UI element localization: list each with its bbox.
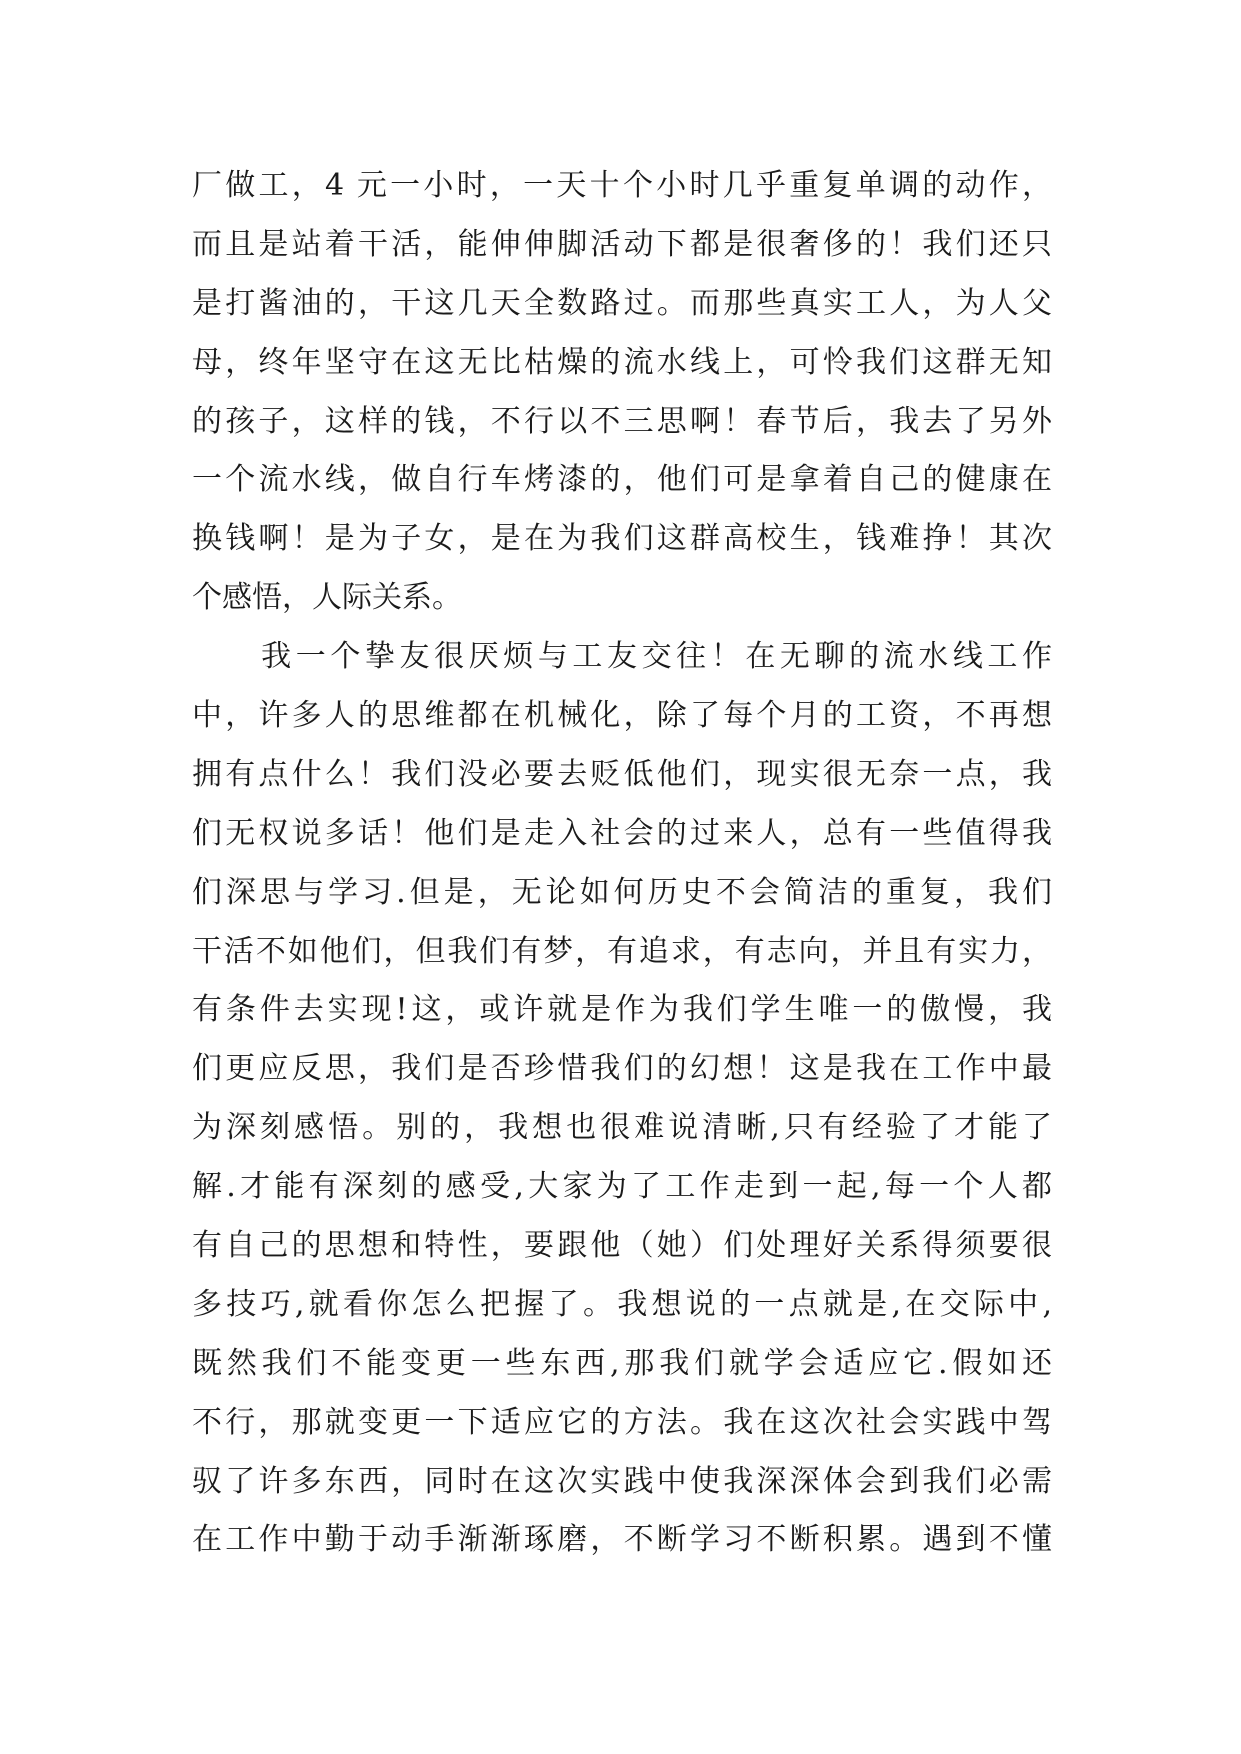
text-line: 们更应反思，我们是否珍惜我们的幻想！这是我在工作中最 bbox=[192, 1051, 1052, 1087]
text-line: 是打酱油的，干这几天全数路过。而那些真实工人，为人父 bbox=[192, 285, 1052, 321]
text-line: 解.才能有深刻的感受,大家为了工作走到一起,每一个人都 bbox=[192, 1169, 1052, 1205]
paragraph-start-line: 我一个挚友很厌烦与工友交往！在无聊的流水线工作 bbox=[192, 639, 1052, 675]
text-line: 多技巧,就看你怎么把握了。我想说的一点就是,在交际中, bbox=[192, 1286, 1052, 1322]
text-line: 一个流水线，做自行车烤漆的，他们可是拿着自己的健康在 bbox=[192, 462, 1052, 498]
text-line: 干活不如他们，但我们有梦，有追求，有志向，并且有实力， bbox=[192, 933, 1052, 969]
text-line: 不行，那就变更一下适应它的方法。我在这次社会实践中驾 bbox=[192, 1404, 1052, 1440]
text-line: 而且是站着干活，能伸伸脚活动下都是很奢侈的！我们还只 bbox=[192, 226, 1052, 262]
text-line: 个感悟，人际关系。 bbox=[192, 580, 462, 616]
text-line: 们深思与学习.但是，无论如何历史不会简洁的重复，我们 bbox=[192, 874, 1052, 910]
text-line: 们无权说多话！他们是走入社会的过来人，总有一些值得我 bbox=[192, 815, 1052, 851]
text-line: 在工作中勤于动手渐渐琢磨，不断学习不断积累。遇到不懂 bbox=[192, 1522, 1052, 1558]
text-line: 拥有点什么！我们没必要去贬低他们，现实很无奈一点，我 bbox=[192, 756, 1052, 792]
text-line: 厂做工，4 元一小时，一天十个小时几乎重复单调的动作， bbox=[192, 168, 1052, 203]
text-line: 有条件去实现!这，或许就是作为我们学生唯一的傲慢，我 bbox=[192, 992, 1052, 1028]
text-line: 既然我们不能变更一些东西,那我们就学会适应它.假如还 bbox=[192, 1345, 1052, 1381]
text-line: 中，许多人的思维都在机械化，除了每个月的工资，不再想 bbox=[192, 698, 1052, 734]
text-line: 母，终年坚守在这无比枯燥的流水线上，可怜我们这群无知 bbox=[192, 344, 1052, 380]
text-line: 驭了许多东西，同时在这次实践中使我深深体会到我们必需 bbox=[192, 1463, 1052, 1499]
text-line: 换钱啊！是为子女，是在为我们这群高校生，钱难挣！其次 bbox=[192, 521, 1052, 557]
text-line: 的孩子，这样的钱，不行以不三思啊！春节后，我去了另外 bbox=[192, 403, 1052, 439]
text-line: 有自己的思想和特性，要跟他（她）们处理好关系得须要很 bbox=[192, 1228, 1052, 1264]
body-text bbox=[192, 157, 1052, 1570]
text-line: 为深刻感悟。别的，我想也很难说清晰,只有经验了才能了 bbox=[192, 1110, 1052, 1146]
